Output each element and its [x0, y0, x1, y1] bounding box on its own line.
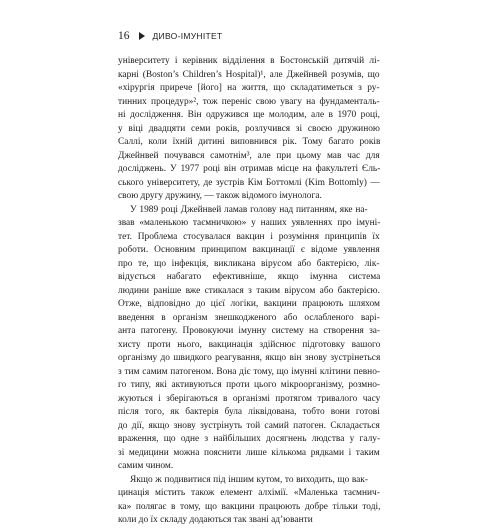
text-line: у віці двадцяти семи років, розлучився зі своєю дружиною — [118, 123, 380, 134]
text-line: Якщо ж подивитися під іншим кутом, то виходить, що вак- — [130, 474, 368, 485]
text-line: анта патогену. Провокуючи імунну систему на створення за- — [118, 326, 381, 336]
text-line: Саллі, коли їхній дитині виповнився рік. Тому багато років — [118, 137, 381, 147]
text-line: відується набагато ефективніше, якщо імунна система — [118, 272, 381, 282]
text-line: ні дослідження. Він одружився ще молодим, але в 1970 році, — [118, 110, 380, 120]
text-line: після того, як бактерія була ліквідована, тобто вони готові — [118, 407, 380, 417]
text-line: тет. Проблема стосувалася вакцин і розуміння принципів їх — [118, 231, 380, 242]
triangle-arrow-icon — [139, 32, 145, 40]
text-line: хисту проти нього, вакцинація здійснює підготовку вашого — [118, 339, 381, 350]
text-line: цинація містить також елемент алхімії. «Маленька таємнич- — [118, 488, 380, 498]
text-line: Отже, відповідно до цієї логіки, вакцини працюють шляхом — [118, 299, 380, 309]
page-header — [118, 30, 223, 42]
text-line: введення в організм знешкодженого або ослабленого варі- — [118, 312, 380, 323]
text-line: го типу, які активуються проти цього мікроорганізму, розмно- — [118, 380, 381, 390]
text-line: роботи. Основним принципом вакцинації є відоме уявлення — [118, 245, 380, 255]
text-line: університету і керівник відділення в Бостонській дитячій лі- — [118, 56, 380, 66]
text-line: людини раніше вже стикалася з таким вірусом або бактерією. — [118, 285, 380, 296]
text-line: ка» полягає в тому, що вакцини працюють добре тільки тоді, — [118, 501, 381, 512]
text-line: «хірургія прирече [його] на життя, що складатиметься з ру- — [118, 83, 380, 93]
text-line: карні (Boston’s Children’s Hospital)¹, але Джейнвей розумів, що — [118, 69, 380, 80]
page-number: 16 — [118, 30, 130, 42]
text-line: жуються і зберігаються в організмі протягом тривалого часу — [118, 393, 381, 404]
text-line: У 1989 році Джейнвей ламав голову над питанням, яке на- — [130, 204, 368, 215]
text-line: самим чином. — [118, 461, 174, 471]
text-line: організму до швидкого реагування, якщо він знову зустрінеться — [118, 353, 381, 363]
text-line: з тим самим патогеном. Вона діє тому, що імунні клітини певно- — [118, 366, 380, 377]
text-line: про те, що інфекція, викликана вірусом або бактерією, лік- — [118, 258, 380, 269]
running-title: ДИВО-ІМУНІТЕТ — [152, 31, 223, 41]
text-line: зі медицини можна пояснити лише кількома рядками і таким — [118, 447, 380, 458]
text-line: коли до їх складу додаються так звані ад’юванти — [118, 515, 313, 525]
text-line: Джейнвей почувався самотнім³, але при цьому мав час для — [118, 150, 380, 161]
text-line: досліджень. У 1977 році він отримав місце на факультеті Єль- — [118, 164, 381, 174]
body-text — [118, 55, 380, 528]
text-line: до дії, якщо знову зустрінуть той самий патоген. Складається — [118, 420, 380, 431]
text-line: ського університету, де зустрів Кім Боттомлі (Kim Bottomly) — — [118, 177, 380, 188]
text-line: враження, що одне з найбільших досягнень людства у галу- — [118, 434, 381, 444]
text-line: тинних процедур»², тож переніс свою увагу на фундаменталь- — [118, 96, 380, 107]
text-line: звав «маленькою таємничкою» у наших уявленнях про імуні- — [118, 218, 381, 228]
text-line: свою другу дружину, — також відомого імунолога. — [118, 191, 322, 201]
